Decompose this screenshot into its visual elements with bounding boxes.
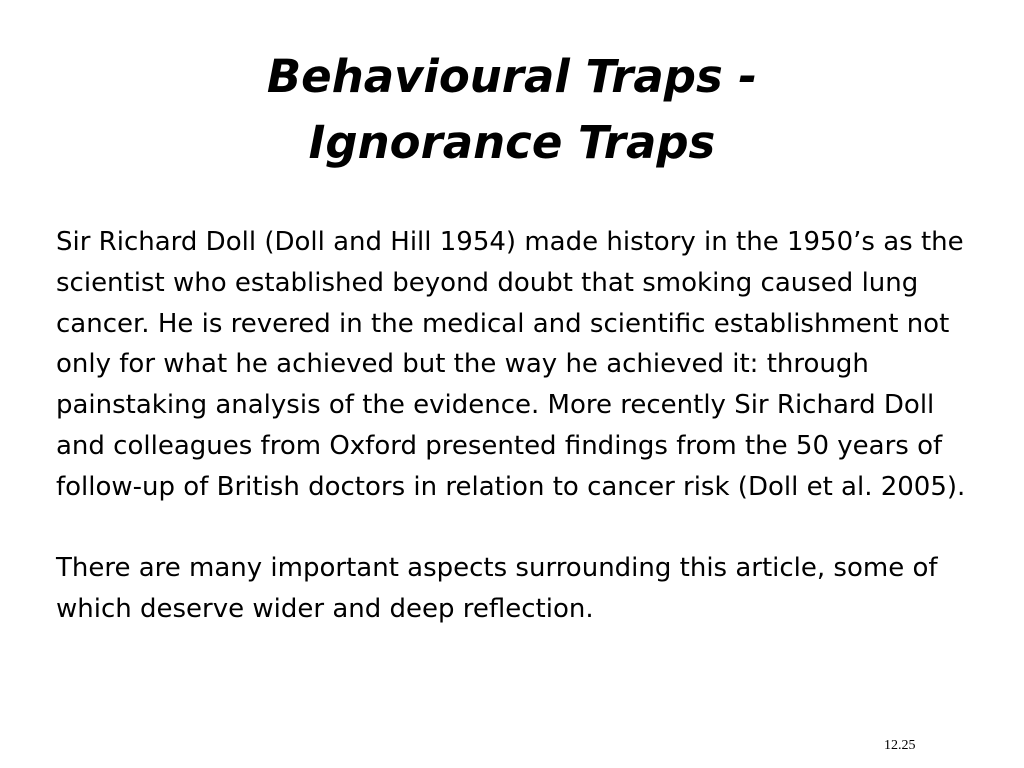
slide-title-line-2: Ignorance Traps — [308, 116, 716, 169]
body-paragraph-2: There are many important aspects surrounding this article, some of which deserve wider and deep reflection. — [56, 553, 938, 625]
slide-title-line-1: Behavioural Traps - — [266, 50, 758, 103]
slide-title — [0, 44, 1024, 176]
slide-number: 12.25 — [884, 738, 916, 753]
body-paragraph-1: Sir Richard Doll (Doll and Hill 1954) made history in the 1950’s as the scientist who established beyond doubt that smoking caused lung cancer. He is revered in the medical and scientific establishment not only for what he achieved but the way he achieved it: through painstaking analysis of the evidence. More recently Sir Richard Doll and colleagues from Oxford presented findings from the 50 years of follow-up of British doctors in relation to cancer risk (Doll et al. 2005). — [56, 227, 966, 502]
slide-body — [56, 222, 986, 630]
